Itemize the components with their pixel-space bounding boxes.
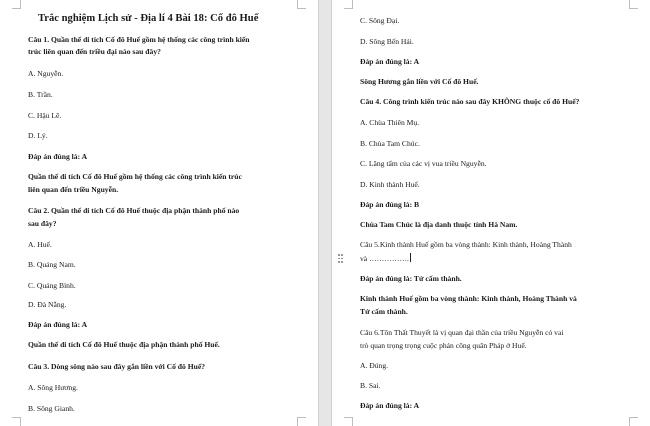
crop-mark [297, 0, 306, 9]
correct-answer: Đáp án đúng là: A [360, 57, 420, 66]
crop-mark [344, 417, 353, 426]
answer-option: B. Sai. [360, 381, 381, 390]
correct-answer: Đáp án đúng là: A [28, 320, 88, 329]
question-text: Câu 6.Tôn Thất Thuyết là vị quan đại thần của triều Nguyễn có vai [360, 328, 564, 337]
answer-option: B. Quảng Nam. [28, 260, 76, 269]
question-text: Câu 5.Kinh thành Huế gồm ba vòng thành: Kinh thành, Hoàng Thành [360, 240, 572, 249]
question-text: sau đây? [28, 219, 57, 228]
explanation-text: Kinh thành Huế gồm ba vòng thành: Kinh thành, Hoàng Thành và [360, 294, 577, 303]
answer-option: D. Sông Bến Hải. [360, 37, 414, 46]
question-text: trúc liên quan đến triều đại nào sau đây? [28, 47, 161, 56]
answer-option: D. Lý. [28, 131, 48, 140]
answer-option: B. Trần. [28, 90, 53, 99]
document-page-left [0, 0, 318, 426]
explanation-text: Tử cấm thành. [360, 307, 408, 316]
question-text: Câu 1. Quần thể di tích Cố đô Huế gồm hệ thống các công trình kiến [28, 35, 250, 44]
drag-handle-icon[interactable] [338, 254, 344, 264]
correct-answer: Đáp án đúng là: B [360, 200, 420, 209]
crop-mark [12, 0, 21, 9]
crop-mark [629, 0, 638, 9]
explanation-text: Quần thể di tích Cố đô Huế thuộc địa phận thành phố Huế. [28, 340, 220, 349]
question-text: Câu 4. Công trình kiến trúc nào sau đây KHÔNG thuộc cố đô Huế? [360, 97, 580, 106]
document-page-right [332, 0, 650, 426]
page-gap [318, 0, 332, 426]
correct-answer: Đáp án đúng là: A [28, 152, 88, 161]
explanation-text: Quần thể di tích Cố đô Huế gồm hệ thống các công trình kiến trúc [28, 172, 242, 181]
answer-option: D. Kinh thành Huế. [360, 180, 420, 189]
answer-option: B. Sông Gianh. [28, 404, 75, 413]
question-text: Câu 2. Quần thể di tích Cố đô Huế thuộc địa phận thành phố nào [28, 206, 240, 215]
document-title: Trắc nghiệm Lịch sử - Địa lí 4 Bài 18: Cố đô Huế [38, 13, 259, 24]
explanation-text: Chùa Tam Chúc là địa danh thuộc tỉnh Hà Nam. [360, 220, 518, 229]
crop-mark [297, 417, 306, 426]
answer-option: A. Đúng. [360, 361, 389, 370]
question-text: Câu 3. Dòng sông nào sau đây gắn liền với Cố đô Huế? [28, 362, 206, 371]
question-text-with-cursor[interactable] [360, 253, 622, 265]
question-text: trò quan trọng trọng cuộc phản công quân Pháp ở Huế. [360, 341, 527, 350]
answer-option: C. Quảng Bình. [28, 281, 76, 290]
answer-option: A. Chùa Thiên Mụ. [360, 118, 420, 127]
answer-option: A. Nguyễn. [28, 69, 64, 78]
crop-mark [344, 0, 353, 9]
explanation-text: Sông Hương gắn liền với Cố đô Huế. [360, 77, 479, 86]
answer-option: C. Lăng tẩm của các vị vua triều Nguyễn. [360, 159, 487, 168]
text-cursor [410, 253, 411, 262]
correct-answer: Đáp án đúng là: A [360, 401, 420, 410]
crop-mark [12, 417, 21, 426]
crop-mark [629, 417, 638, 426]
explanation-text: liên quan đến triều Nguyễn. [28, 185, 119, 194]
answer-option: C. Hậu Lê. [28, 111, 62, 120]
answer-option: C. Sông Đại. [360, 16, 400, 25]
answer-option: A. Huế. [28, 240, 52, 249]
answer-option: A. Sông Hương. [28, 383, 78, 392]
correct-answer: Đáp án đúng là: Tử cấm thành. [360, 274, 462, 283]
answer-option: B. Chùa Tam Chúc. [360, 139, 420, 148]
question-text: và ……………. [360, 254, 409, 263]
answer-option: D. Đà Nẵng. [28, 300, 67, 309]
